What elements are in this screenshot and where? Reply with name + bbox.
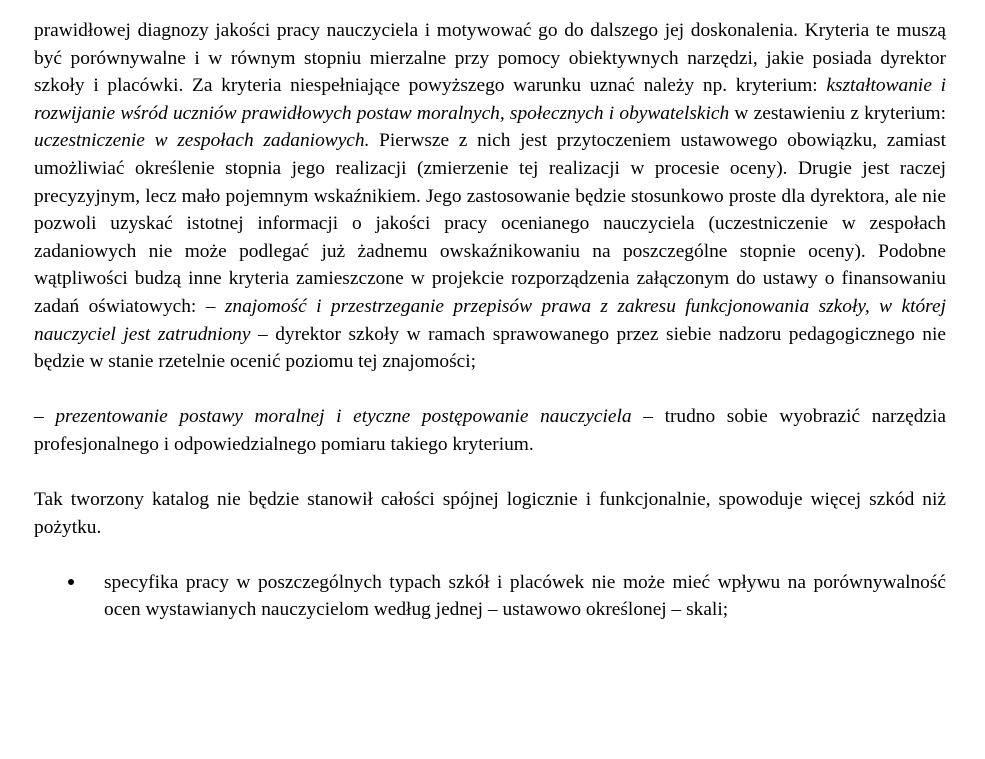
paragraph-text: – dyrektor szkoły w ramach sprawowanego przez siebie nadzoru pedagogicznego nie będzie w stanie rzetelnie ocenić poziomu tej znajomości; [34,323,946,373]
paragraph-spacer [34,376,946,404]
bullet-list-item [34,569,946,624]
italic-criterion-moral: prezentowanie postawy moralnej i etyczne postępowanie nauczyciela [55,406,632,428]
paragraph-catalog: Tak tworzony katalog nie będzie stanowił całości spójnej logicznie i funkcjonalnie, spowoduje więcej szkód niż pożytku. [34,489,946,538]
paragraph-moral-attitude [34,403,946,458]
paragraph-text: – [34,406,56,428]
italic-criterion-teams: uczestniczenie w zespołach zadaniowych. [34,130,370,152]
paragraph-spacer [34,459,946,487]
bullet-icon [68,579,74,585]
bullet-text: specyfika pracy w poszczególnych typach szkół i placówek nie może mieć wpływu na porównywalność ocen wystawianych nauczycielom według jednej – ustawowo określonej – skali; [104,571,946,621]
paragraph-text: w zestawieniu z kryterium: [729,102,946,124]
paragraph-text: prawidłowej diagnozy jakości pracy nauczyciela i motywować go do dalszego jej doskonalenia. Kryteria te muszą być porównywalne i w równym stopniu mierzalne przy pomocy obiektywnych narzędzi, jakie posiada dyrektor szkoły i placówki. Za kryteria niespełniające powyższego warunku uznać należy np. kryterium: [34,20,946,97]
italic-criterion-attitudes: kształtowanie i rozwijanie wśród uczniów prawidłowych postaw moralnych, społecznych i obywatelskich [34,75,947,124]
paragraph-text: – trudno sobie wyobrazić narzędzia profesjonalnego i odpowiedzialnego pomiaru takiego kryterium. [34,406,947,455]
paragraph-criteria [34,17,946,376]
document-page [34,17,946,624]
paragraph-spacer [34,541,946,569]
paragraph-text: Pierwsze z nich jest przytoczeniem ustawowego obowiązku, zamiast umożliwiać określenie stopnia jego realizacji (zmierzenie tej realizacji w procesie oceny). Drugie jest raczej precyzyjnym, lecz mało pojemnym wskaźnikiem. Jego zastosowanie będzie stosunkowo proste dla dyrektora, ale nie pozwoli uzyskać istotnej informacji o jakości pracy ocenianego nauczyciela (uczestniczenie w zespołach zadaniowych nie może podlegać już żadnemu owskaźnikowaniu na poszczególne stopnie oceny). Podobne wątpliwości budzą inne kryteria zamieszczone w projekcie rozporządzenia załączonym do ustawy o finansowaniu zadań oświatowych: – [34,130,946,317]
italic-criterion-law: znajomość i przestrzeganie przepisów prawa z zakresu funkcjonowania szkoły, w której nauczyciel jest zatrudniony [34,295,946,345]
